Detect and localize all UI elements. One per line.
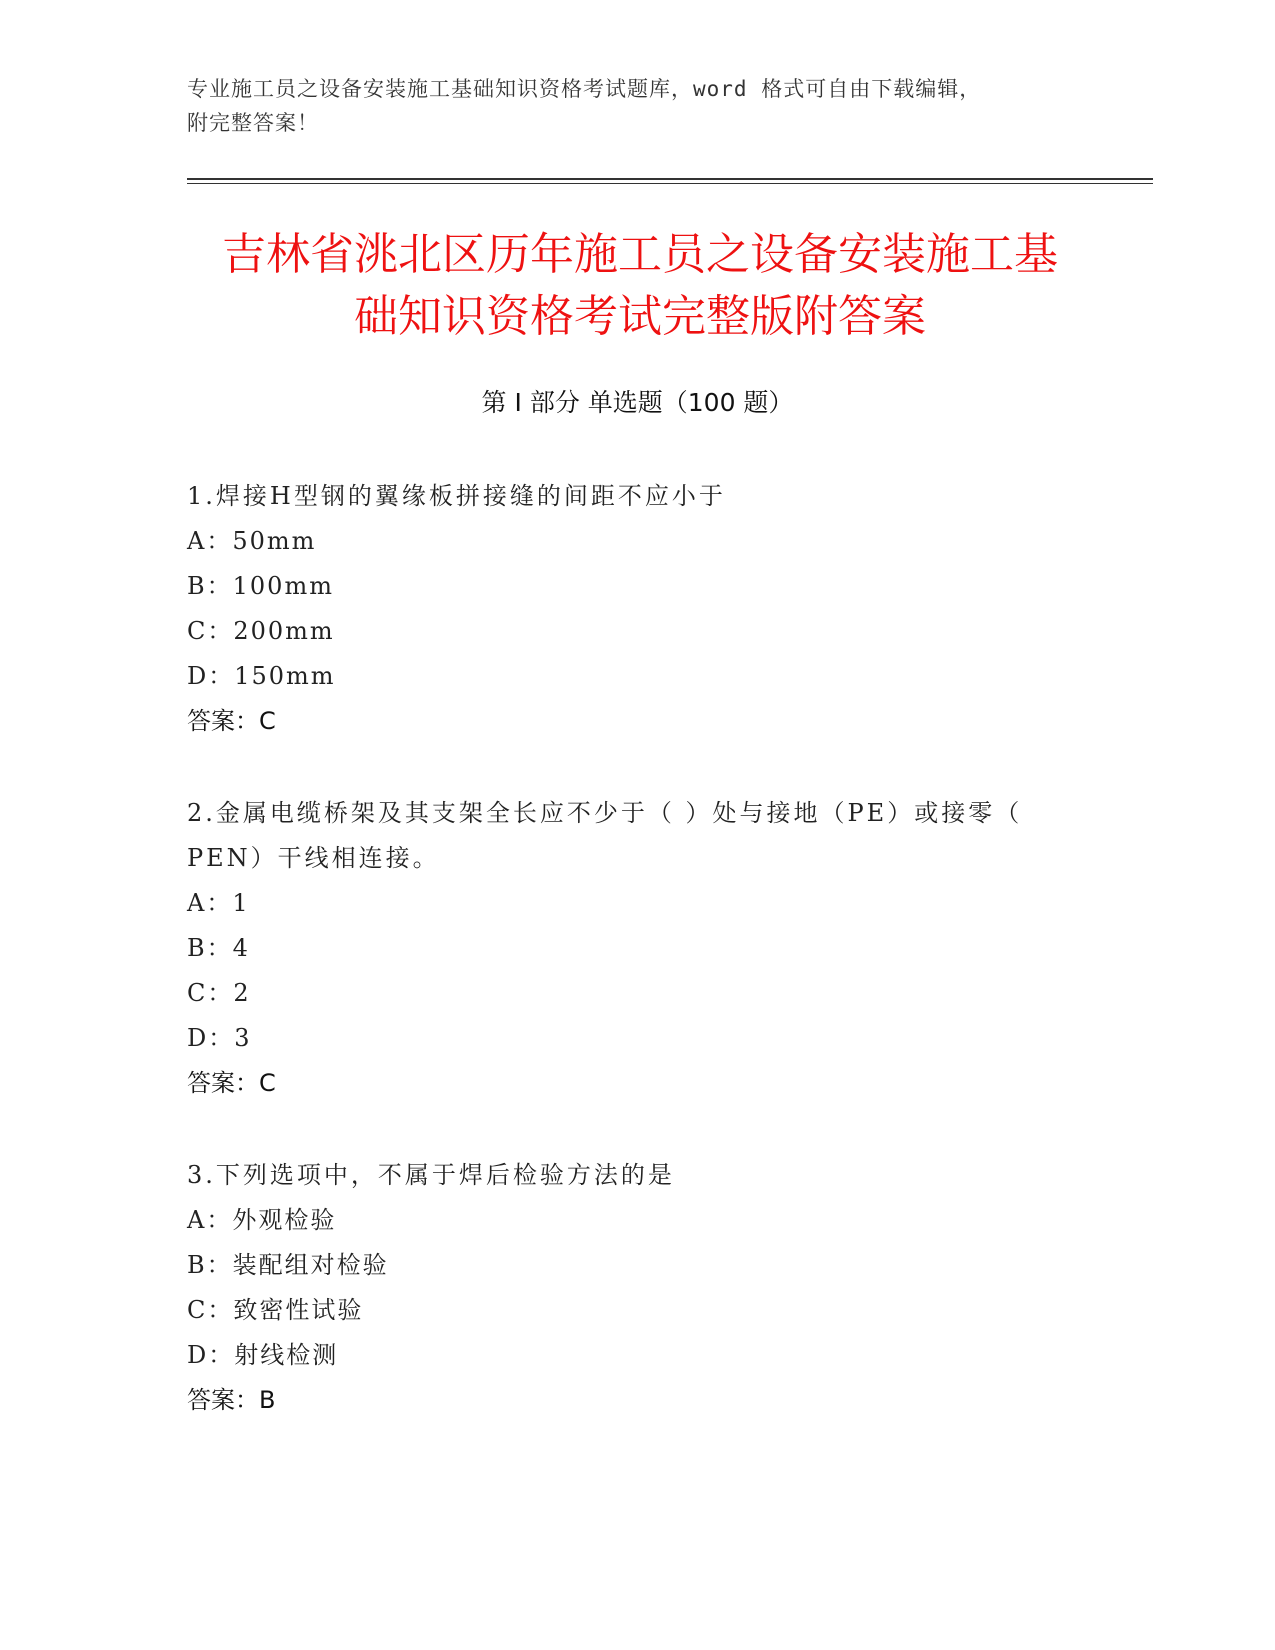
answer-line: 答案：B <box>187 1386 276 1414</box>
option-d: D：射线检测 <box>187 1341 339 1369</box>
option-b: B：装配组对检验 <box>187 1251 389 1279</box>
question-stem: 3.下列选项中，不属于焊后检验方法的是 <box>187 1161 675 1189</box>
question-3 <box>187 1153 1087 1423</box>
section-heading: 第 I 部分 单选题（100 题） <box>481 388 794 417</box>
document-title <box>160 224 1120 348</box>
question-list <box>187 474 1087 1423</box>
header-note <box>187 72 1067 140</box>
option-c: C：2 <box>187 979 251 1007</box>
header-note-line-1: 专业施工员之设备安装施工基础知识资格考试题库，word 格式可自由下载编辑， <box>187 77 982 101</box>
option-b: B：4 <box>187 934 250 962</box>
option-b: B：100mm <box>187 572 334 600</box>
question-1 <box>187 474 1087 744</box>
option-a: A：50mm <box>187 527 317 555</box>
document-title-line-1: 吉林省洮北区历年施工员之设备安装施工基 <box>222 229 1058 280</box>
question-stem-continuation: PEN）干线相连接。 <box>187 844 440 872</box>
header-note-line-2: 附完整答案！ <box>187 111 319 135</box>
question-2 <box>187 791 1087 1106</box>
answer-line: 答案：C <box>187 707 276 735</box>
option-c: C：200mm <box>187 617 335 645</box>
option-c: C：致密性试验 <box>187 1296 364 1324</box>
question-stem: 2.金属电缆桥架及其支架全长应不少于（ ）处与接地（PE）或接零（ <box>187 799 1023 827</box>
question-stem: 1.焊接H型钢的翼缘板拼接缝的间距不应小于 <box>187 482 726 510</box>
option-a: A：外观检验 <box>187 1206 337 1234</box>
option-a: A：1 <box>187 889 250 917</box>
header-divider-thin <box>187 183 1153 184</box>
answer-line: 答案：C <box>187 1069 276 1097</box>
header-divider-thick <box>187 178 1153 180</box>
option-d: D：150mm <box>187 662 336 690</box>
option-d: D：3 <box>187 1024 252 1052</box>
document-title-line-2: 础知识资格考试完整版附答案 <box>354 291 926 342</box>
